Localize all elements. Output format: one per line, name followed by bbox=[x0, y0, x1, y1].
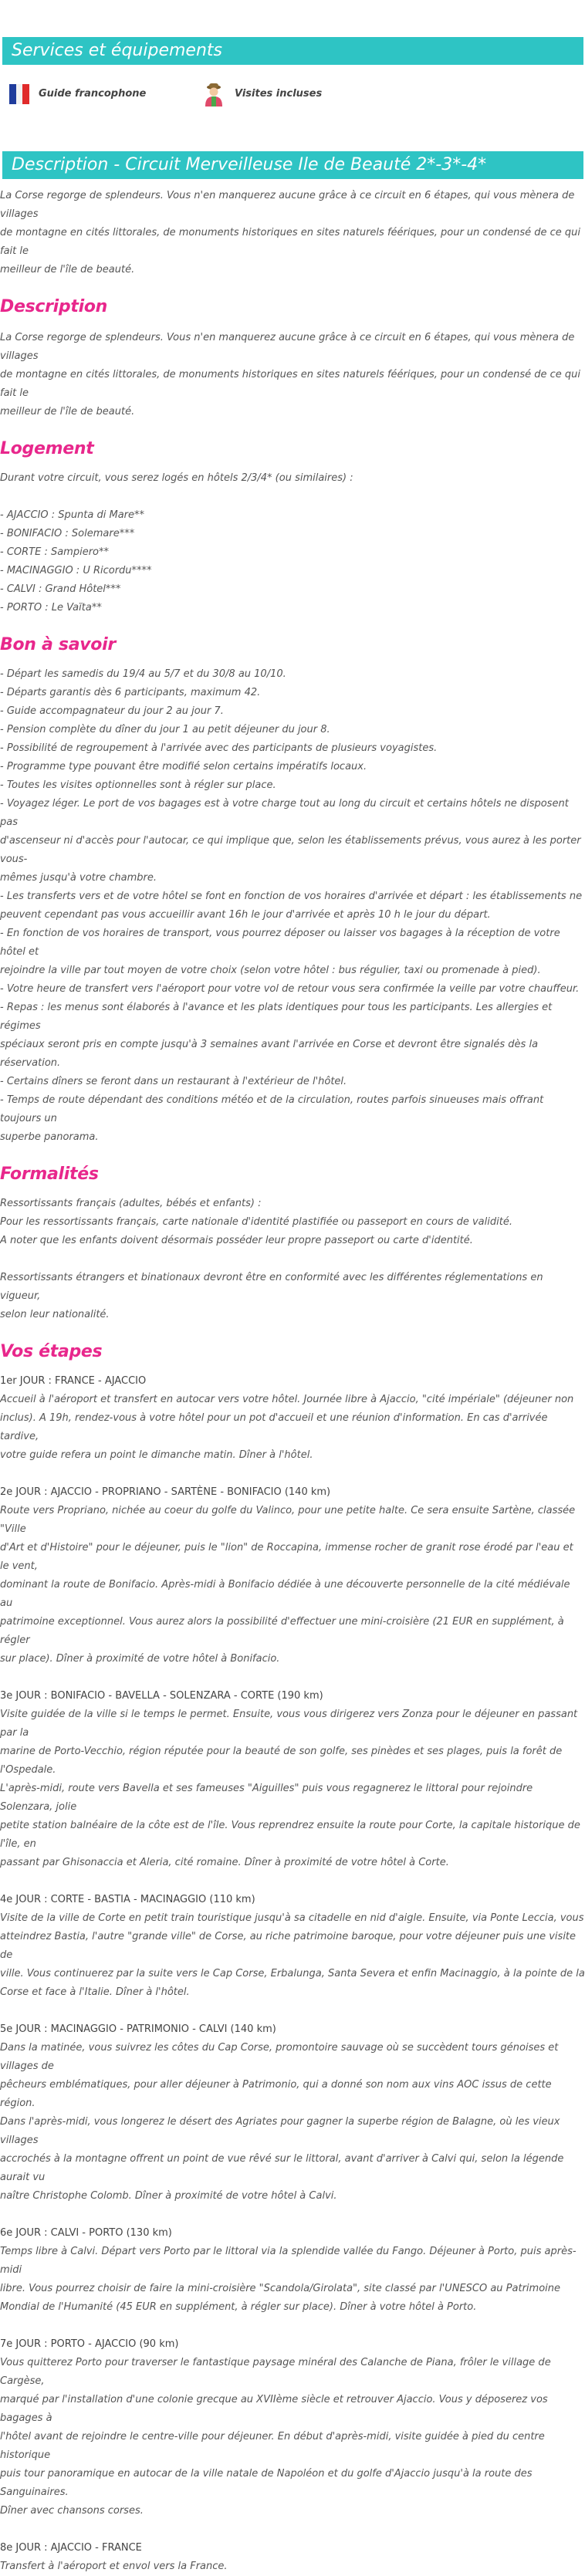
steps-list bbox=[0, 1372, 585, 2576]
intro-text: La Corse regorge de splendeurs. Vous n'en manquerez aucune grâce à ce circuit en 6 étapes, qui vous mènera de villages de montagne en cités littorales, de monuments historiques en sites naturels féériques, pour un condensé de ce qui fait le meilleur de l'île de beauté. bbox=[0, 190, 581, 276]
step-title: 5e JOUR : MACINAGGIO - PATRIMONIO - CALVI (140 km) bbox=[0, 2023, 276, 2035]
bon-a-savoir-section bbox=[0, 636, 585, 1147]
services-banner: Services et équipements bbox=[2, 37, 583, 65]
service-label: Guide francophone bbox=[39, 88, 147, 100]
french-flag-icon bbox=[9, 84, 29, 104]
step-item bbox=[0, 2224, 585, 2317]
etapes-heading: Vos étapes bbox=[0, 1342, 103, 1361]
description-section bbox=[0, 298, 585, 421]
step-text: Route vers Propriano, nichée au coeur du golfe du Valinco, pour une petite halte. Ce sera ensuite Sartène, classée "Ville d'Art et d'Histoire" pour le déjeuner, puis le "lion" de Roccapina, immense rocher de granit rose érodé par l'eau et le vent, dominant la route de Bonifacio. Après-midi à Bonifacio dédiée à une découverte personnelle de la cité médiévale au patrimoine exceptionnel. Vous aurez alors la possibilité d'effectuer une mini-croisière (21 EUR en supplément, à régler sur place). Dîner à proximité de votre hôtel à Bonifacio. bbox=[0, 1505, 576, 1665]
step-title: 6e JOUR : CALVI - PORTO (130 km) bbox=[0, 2227, 172, 2239]
description-heading: Description bbox=[0, 297, 107, 316]
step-text: Vous quitterez Porto pour traverser le fantastique paysage minéral des Calanche de Piana, frôler le village de Cargèse, marqué par l'installation d'une colonie grecque au XVIIème siècle et retrouver Ajaccio. Vous y déposerez vos bagages à l'hôtel avant de rejoindre le centre-ville pour déjeuner. En début d'après-midi, visite guidée à pied du centre historique puis tour panoramique en autocar de la ville natale de Napoléon et du golfe d'Ajaccio jusqu'à la route des Sanguinaires. Dîner avec chansons corses. bbox=[0, 2357, 551, 2517]
step-text: Visite de la ville de Corte en petit train touristique jusqu'à sa citadelle en nid d'aigle. Ensuite, via Ponte Leccia, vous atteindrez Bastia, l'autre "grande ville" de Corse, au riche patrimoine baroque, pour votre déjeuner puis une visite de ville. Vous continuerez par la suite vers le Cap Corse, Erbalunga, Santa Severa et enfin Macinaggio, à la pointe de la Corse et face à l'Italie. Dîner à l'hôtel. bbox=[0, 1912, 585, 1998]
step-item bbox=[0, 1483, 585, 1668]
step-text: Accueil à l'aéroport et transfert en autocar vers votre hôtel. Journée libre à Ajaccio, "cité impériale" (déjeuner non inclus). A 19h, rendez-vous à votre hôtel pour un pot d'accueil et une réunion d'information. En cas d'arrivée tardive, votre guide refera un point le dimanche matin. Dîner à l'hôtel. bbox=[0, 1394, 574, 1461]
step-item bbox=[0, 2539, 585, 2576]
intro-section bbox=[0, 187, 585, 279]
step-title: 8e JOUR : AJACCIO - FRANCE bbox=[0, 2542, 142, 2554]
step-item bbox=[0, 2335, 585, 2520]
step-item bbox=[0, 1372, 585, 1465]
step-item bbox=[0, 1891, 585, 2002]
service-item-visits bbox=[202, 82, 395, 106]
step-title: 7e JOUR : PORTO - AJACCIO (90 km) bbox=[0, 2338, 179, 2350]
step-text: Transfert à l'aéroport et envol vers la France. bbox=[0, 2561, 228, 2572]
description-text: La Corse regorge de splendeurs. Vous n'en manquerez aucune grâce à ce circuit en 6 étapes, qui vous mènera de villages de montagne en cités littorales, de monuments historiques en sites naturels féériques, pour un condensé de ce qui fait le meilleur de l'île de beauté. bbox=[0, 332, 581, 418]
logement-section bbox=[0, 440, 585, 617]
step-title: 1er JOUR : FRANCE - AJACCIO bbox=[0, 1375, 147, 1387]
service-item-guide bbox=[9, 84, 202, 104]
step-title: 4e JOUR : CORTE - BASTIA - MACINAGGIO (110 km) bbox=[0, 1894, 255, 1905]
step-text: Visite guidée de la ville si le temps le permet. Ensuite, vous vous dirigerez vers Zonza pour le déjeuner en passant par la marine de Porto-Vecchio, région réputée pour la beauté de son golfe, ses pinèdes et ses plages, puis la forêt de l'Ospedale. L'après-midi, route vers Bavella et ses fameuses "Aiguilles" puis vous regagnerez le littoral pour rejoindre Solenzara, jolie petite station balnéaire de la côte est de l'île. Vous reprendrez ensuite la route pour Corte, la capitale historique de l'île, en passant par Ghisonaccia et Aleria, cité romaine. Dîner à proximité de votre hôtel à Corte. bbox=[0, 1709, 580, 1868]
logement-heading: Logement bbox=[0, 439, 94, 458]
bon-a-savoir-text: - Départ les samedis du 19/4 au 5/7 et du 30/8 au 10/10. - Départs garantis dès 6 participants, maximum 42. - Guide accompagnateur du jour 2 au jour 7. - Pension complète du dîner du jour 1 au petit déjeuner du jour 8. - Possibilité de regroupement à l'arrivée avec des participants de plusieurs voyagistes. - Programme type pouvant être modifié selon certains impératifs locaux. - Toutes les visites optionnelles sont à régler sur place. - Voyagez léger. Le port de vos bagages est à votre charge tout au long du circuit et certains hôtels ne disposent pas d'ascenseur ni d'accès pour l'autocar, ce qui implique que, selon les établissements prévus, vous aurez à les porter vous- mêmes jusqu'à votre chambre. - Les transferts vers et de votre hôtel se font en fonction de vos horaires d'arrivée et départ : les établissements ne peuvent cependant pas vous accueillir avant 16h le jour d'arrivée et après 10 h le jour du départ. - En fonction de vos horaires de transport, vous pourrez déposer ou laisser vos bagages à la réception de votre hôtel et rejoindre la ville par tout moyen de votre choix (selon votre hôtel : bus régulier, taxi ou promenade à pied). - Votre heure de transfert vers l'aéroport pour votre vol de retour vous sera confirmée la veille par votre chauffeur. - Repas : les menus sont élaborés à l'avance et les plats identiques pour tous les participants. Les allergies et régimes spéciaux seront pris en compte jusqu'à 3 semaines avant l'arrivée en Corse et devront être signalés dès la réservation. - Certains dîners se feront dans un restaurant à l'extérieur de l'hôtel. - Temps de route dépendant des conditions météo et de la circulation, routes parfois sinueuses mais offrant toujours un superbe panorama. bbox=[0, 668, 583, 1143]
formalites-heading: Formalités bbox=[0, 1165, 99, 1184]
tour-guide-icon bbox=[202, 82, 225, 106]
step-text: Temps libre à Calvi. Départ vers Porto par le littoral via la splendide vallée du Fango. Déjeuner à Porto, puis après-midi libre. Vous pourrez choisir de faire la mini-croisière "Scandola/Girolata", site classé par l'UNESCO au Patrimoine Mondial de l'Humanité (45 EUR en supplément, à régler sur place). Dîner à votre hôtel à Porto. bbox=[0, 2246, 577, 2313]
services-list bbox=[0, 82, 585, 106]
formalites-text: Ressortissants français (adultes, bébés et enfants) : Pour les ressortissants français, carte nationale d'identité plastifiée ou passeport en cours de validité. A noter que les enfants doivent désormais posséder leur propre passeport ou carte d'identité. Ressortissants étrangers et binationaux devront être en conformité avec les différentes réglementations en vigueur, selon leur nationalité. bbox=[0, 1198, 543, 1320]
bon-a-savoir-heading: Bon à savoir bbox=[0, 635, 116, 654]
service-label: Visites incluses bbox=[235, 88, 323, 100]
step-title: 2e JOUR : AJACCIO - PROPRIANO - SARTÈNE - BONIFACIO (140 km) bbox=[0, 1486, 331, 1498]
etapes-section bbox=[0, 1343, 585, 2576]
logement-text: Durant votre circuit, vous serez logés en hôtels 2/3/4* (ou similaires) : - AJACCIO : Spunta di Mare** - BONIFACIO : Solemare*** - CORTE : Sampiero** - MACINAGGIO : U Ricordu**** - CALVI : Grand Hôtel*** - PORTO : Le Vaïta** bbox=[0, 472, 353, 614]
formalites-section bbox=[0, 1165, 585, 1324]
step-text: Dans la matinée, vous suivrez les côtes du Cap Corse, promontoire sauvage où se succèdent tours génoises et villages de pêcheurs emblématiques, pour aller déjeuner à Patrimonio, qui a donné son nom aux vins AOC issus de cette région. Dans l'après-midi, vous longerez le désert des Agriates pour gagner la superbe région de Balagne, où les vieux villages accrochés à la montagne offrent un point de vue rêvé sur le littoral, avant d'arriver à Calvi qui, selon la légende aurait vu naître Christophe Colomb. Dîner à proximité de votre hôtel à Calvi. bbox=[0, 2042, 564, 2202]
description-banner: Description - Circuit Merveilleuse Ile de Beauté 2*-3*-4* bbox=[2, 151, 583, 179]
step-title: 3e JOUR : BONIFACIO - BAVELLA - SOLENZARA - CORTE (190 km) bbox=[0, 1690, 323, 1702]
step-item bbox=[0, 2020, 585, 2206]
step-item bbox=[0, 1687, 585, 1872]
